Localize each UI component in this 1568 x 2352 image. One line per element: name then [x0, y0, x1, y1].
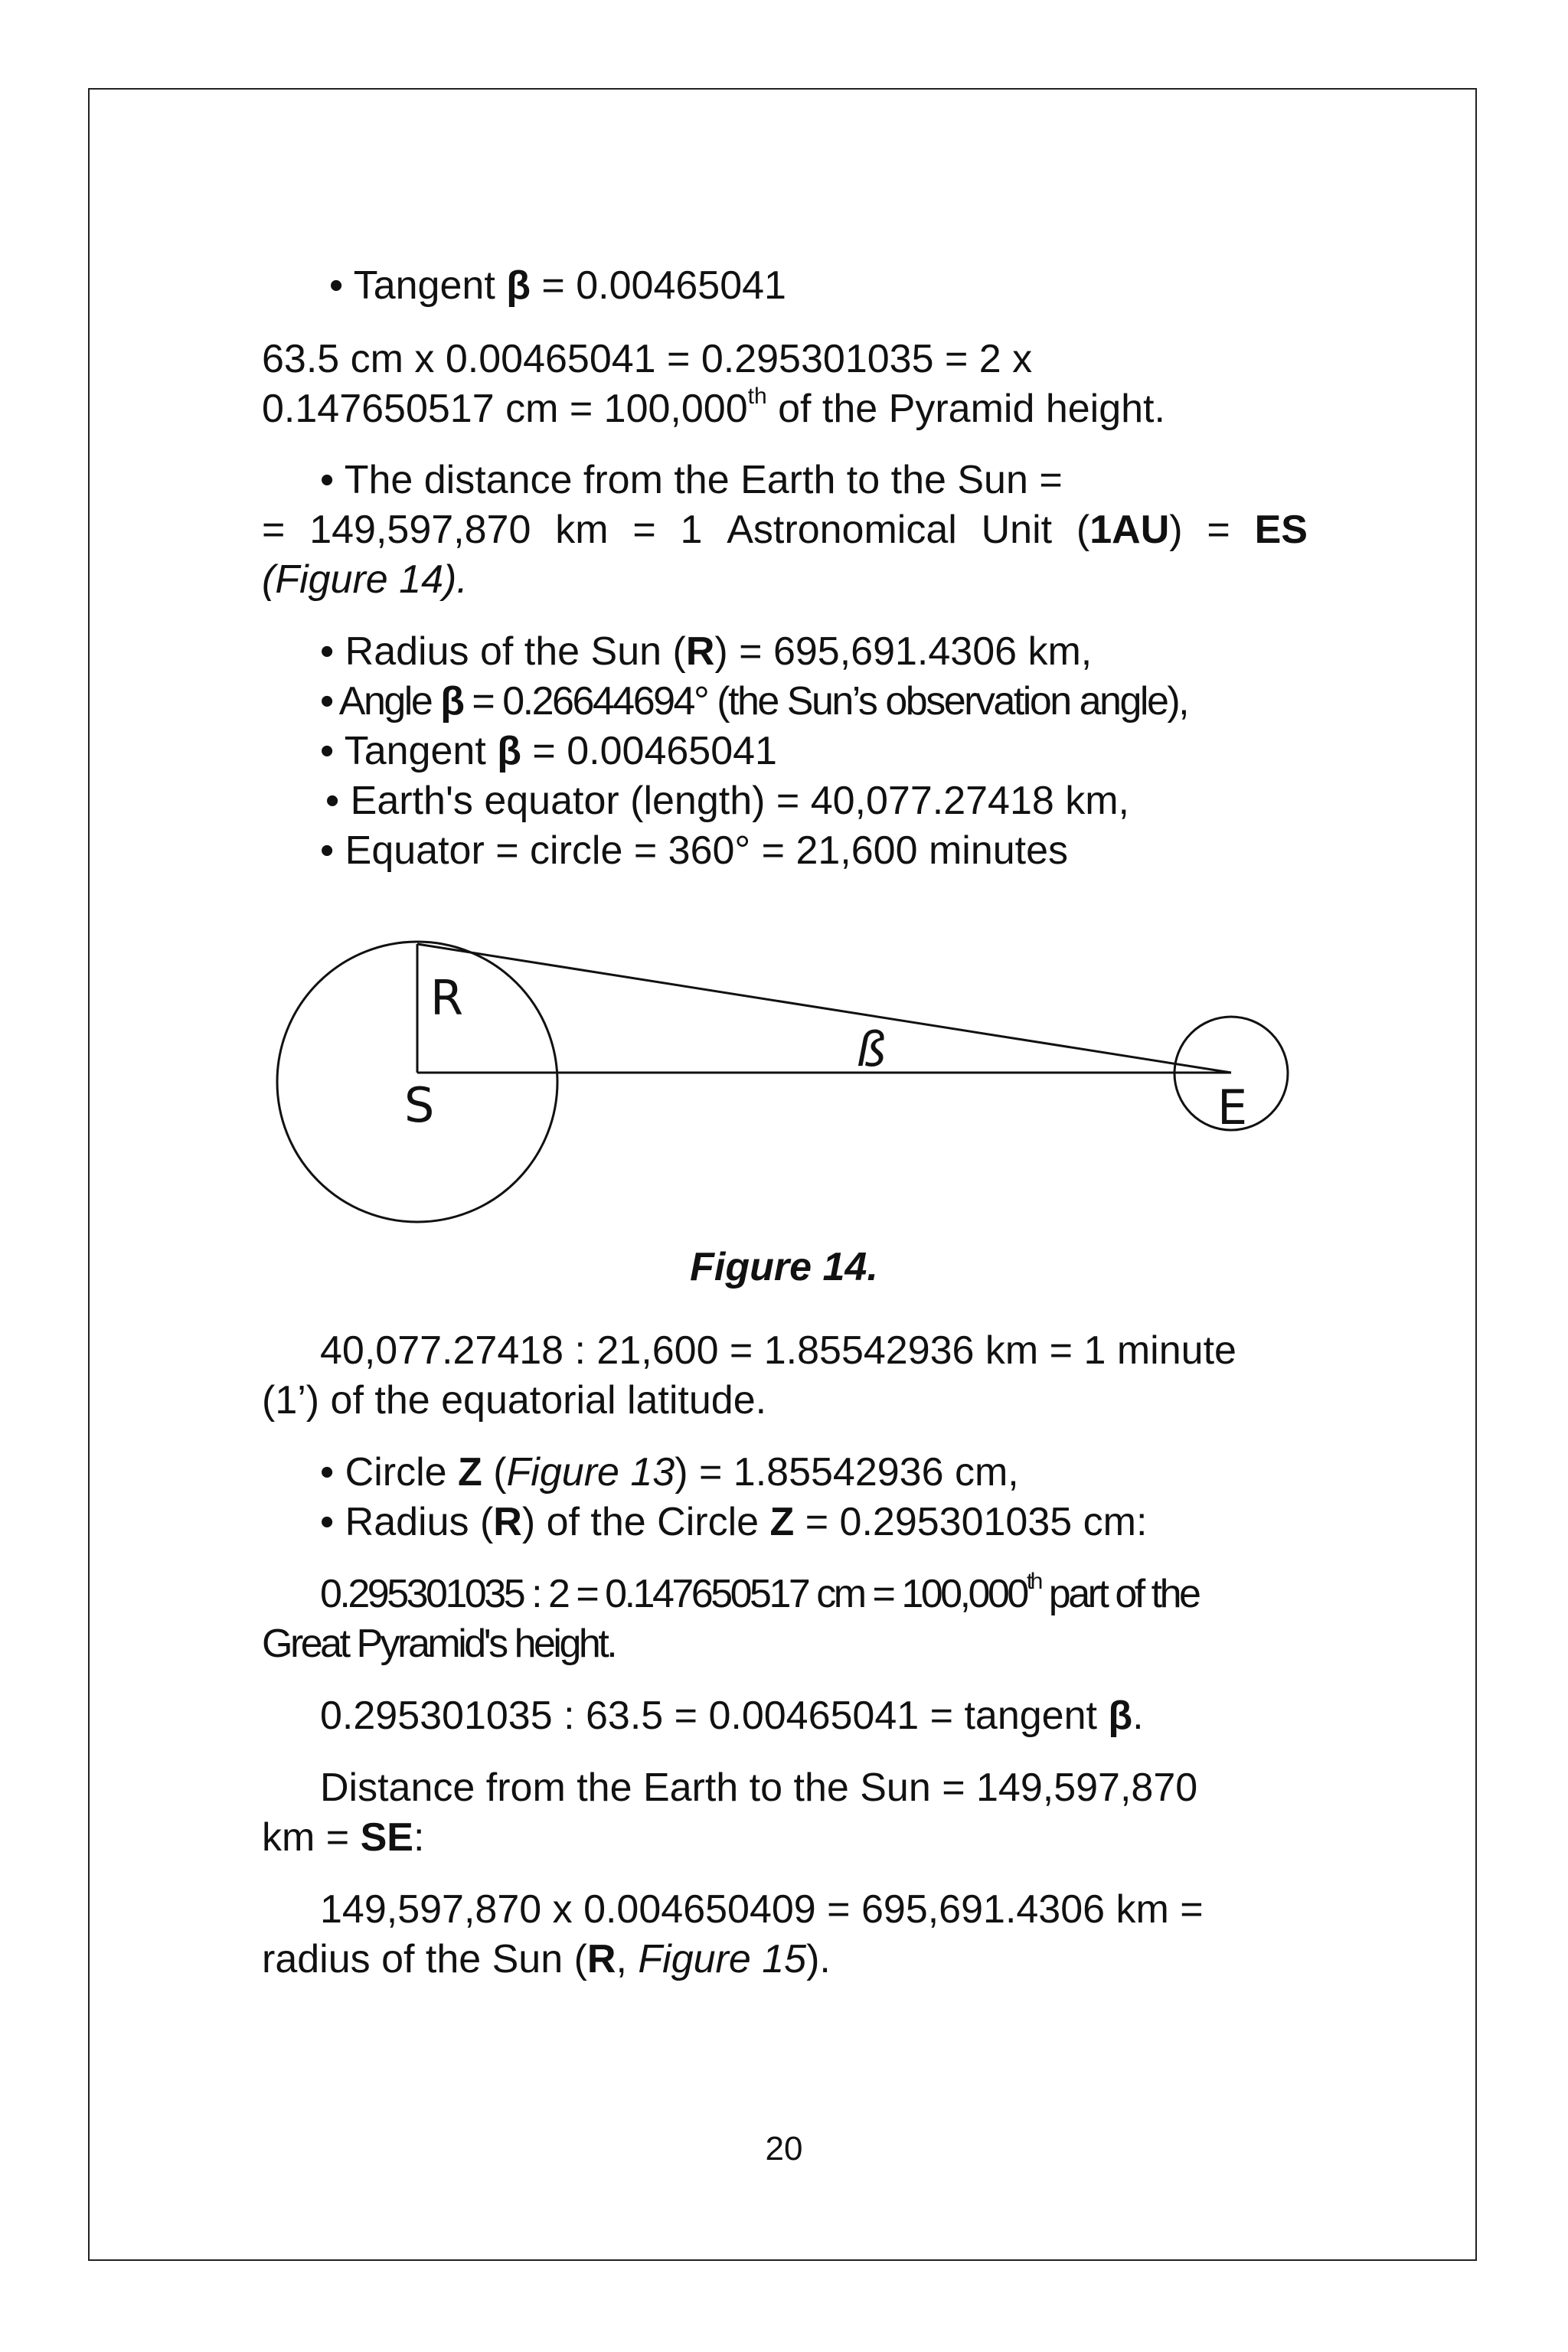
calc-line-2: 0.147650517 cm = 100,000th of the Pyramid height.	[262, 383, 1165, 431]
label-s: S	[404, 1077, 435, 1133]
tangent-calc-line: 0.295301035 : 63.5 = 0.00465041 = tangent β.	[320, 1694, 1144, 1738]
bullet-circle-z: • Circle Z (Figure 13) = 1.85542936 cm,	[320, 1450, 1019, 1494]
bullet-angle: • Angle β = 0.26644694° (the Sun’s observation angle),	[320, 679, 1188, 724]
final-line-1: 149,597,870 x 0.004650409 = 695,691.4306 km =	[320, 1887, 1204, 1932]
beta-symbol: β	[506, 263, 531, 308]
se-line-1: Distance from the Earth to the Sun = 149,597,870	[320, 1766, 1198, 1810]
label-beta: ß	[856, 1021, 887, 1077]
tangent-beta-bullet: • Tangent β = 0.00465041	[329, 263, 786, 308]
division-line-2: Great Pyramid's height.	[262, 1622, 616, 1666]
bullet-tangent: • Tangent β = 0.00465041	[320, 729, 777, 773]
minute-line-2: (1’) of the equatorial latitude.	[262, 1378, 767, 1423]
page-number: 20	[765, 2130, 803, 2167]
bullet-equator: • Earth's equator (length) = 40,077.27418 km,	[325, 779, 1130, 823]
figure-caption: Figure 14.	[690, 1245, 878, 1289]
division-line-1: 0.295301035 : 2 = 0.147650517 cm = 100,000th part of the	[320, 1568, 1199, 1616]
final-line-2: radius of the Sun (R, Figure 15).	[262, 1937, 831, 1981]
se-line-2: km = SE:	[262, 1815, 425, 1860]
figure-reference: (Figure 14).	[262, 557, 468, 602]
label-e: E	[1217, 1080, 1248, 1135]
tangent-line	[417, 944, 1231, 1073]
bullet-circle: • Equator = circle = 360° = 21,600 minutes	[320, 828, 1069, 873]
distance-line-1: • The distance from the Earth to the Sun =	[320, 458, 1063, 502]
bullet-radius: • Radius of the Sun (R) = 695,691.4306 km,	[320, 629, 1093, 674]
minute-line-1: 40,077.27418 : 21,600 = 1.85542936 km = 1 minute	[320, 1328, 1236, 1373]
calc-line-1: 63.5 cm x 0.00465041 = 0.295301035 = 2 x	[262, 337, 1033, 381]
label-r: R	[430, 970, 464, 1026]
bullet-radius-z: • Radius (R) of the Circle Z = 0.295301035 cm:	[320, 1500, 1148, 1544]
distance-line-2: = 149,597,870 km = 1 Astronomical Unit (1AU) = ES	[262, 508, 1308, 552]
